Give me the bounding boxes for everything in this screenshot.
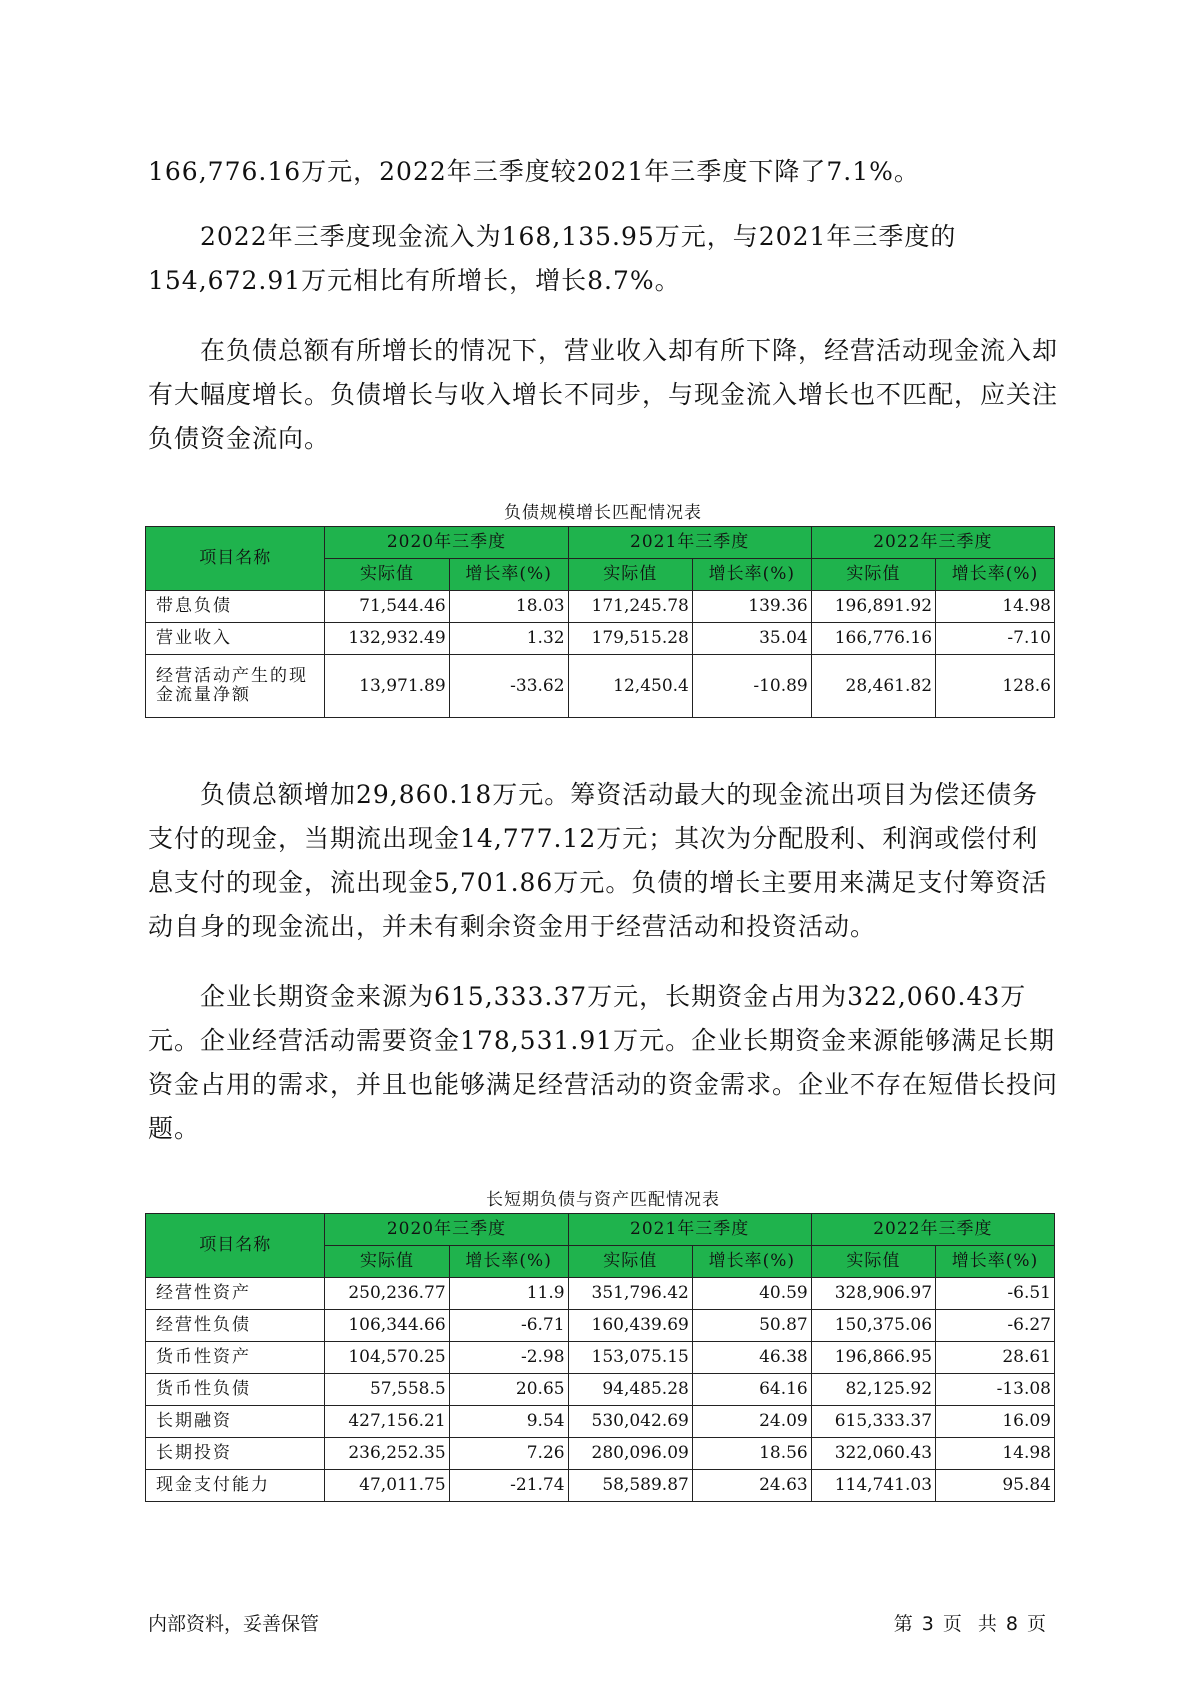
period-header: 2021年三季度 (568, 527, 811, 559)
paragraph-2: 2022年三季度现金流入为168,135.95万元，与2021年三季度的154,672.91万元相比有所增长，增长8.7%。 (148, 222, 957, 295)
growth-header: 增长率(%) (692, 1246, 811, 1278)
table-cell: 14.98 (936, 1438, 1055, 1470)
table-cell: 47,011.75 (325, 1470, 449, 1502)
table-cell: 57,558.5 (325, 1374, 449, 1406)
table1-header-row (146, 527, 1055, 559)
table-cell: 236,252.35 (325, 1438, 449, 1470)
footer-confidential-note: 内部资料，妥善保管 (148, 1613, 320, 1635)
row-label: 经营性负债 (146, 1310, 325, 1342)
table-cell: 351,796.42 (568, 1278, 692, 1310)
table-cell: 20.65 (449, 1374, 568, 1406)
actual-header: 实际值 (568, 559, 692, 591)
table-cell: 95.84 (936, 1470, 1055, 1502)
table-cell: 166,776.16 (811, 623, 935, 655)
table-cell: 28.61 (936, 1342, 1055, 1374)
table-cell: 24.09 (692, 1406, 811, 1438)
table-cell: 106,344.66 (325, 1310, 449, 1342)
table-cell: -13.08 (936, 1374, 1055, 1406)
total-unit: 页 (1026, 1613, 1047, 1635)
table-cell: 427,156.21 (325, 1406, 449, 1438)
row-label: 营业收入 (146, 623, 325, 655)
table-cell: 14.98 (936, 591, 1055, 623)
period-header: 2022年三季度 (811, 527, 1054, 559)
table-cell: -21.74 (449, 1470, 568, 1502)
page-prefix: 第 (893, 1613, 914, 1635)
table2-header-row (146, 1214, 1055, 1246)
table-cell: 82,125.92 (811, 1374, 935, 1406)
actual-header: 实际值 (325, 1246, 449, 1278)
paragraph-5: 企业长期资金来源为615,333.37万元，长期资金占用为322,060.43万元。企业经营活动需要资金178,531.91万元。企业长期资金来源能够满足长期资金占用的需求，并且也能够满足经营活动的资金需求。企业不存在短借长投问题。 (148, 982, 1059, 1143)
table-cell: 18.03 (449, 591, 568, 623)
growth-header: 增长率(%) (692, 559, 811, 591)
actual-header: 实际值 (811, 559, 935, 591)
table-cell: -10.89 (692, 655, 811, 718)
row-label: 经营活动产生的现金流量净额 (146, 655, 325, 718)
table-cell: -6.51 (936, 1278, 1055, 1310)
paragraph-1: 166,776.16万元，2022年三季度较2021年三季度下降了7.1%。 (148, 157, 920, 186)
table-row (146, 1470, 1055, 1502)
table-cell: 1.32 (449, 623, 568, 655)
actual-header: 实际值 (325, 559, 449, 591)
table-row (146, 1278, 1055, 1310)
debt-asset-match-table (145, 1213, 1055, 1502)
table-cell: 28,461.82 (811, 655, 935, 718)
table-cell: -6.71 (449, 1310, 568, 1342)
table-cell: 13,971.89 (325, 655, 449, 718)
period-header: 2021年三季度 (568, 1214, 811, 1246)
table-cell: -6.27 (936, 1310, 1055, 1342)
actual-header: 实际值 (811, 1246, 935, 1278)
total-prefix: 共 (977, 1613, 998, 1635)
table-cell: 250,236.77 (325, 1278, 449, 1310)
table-cell: 18.56 (692, 1438, 811, 1470)
table-cell: 280,096.09 (568, 1438, 692, 1470)
liability-growth-table (145, 526, 1055, 718)
table-cell: 71,544.46 (325, 591, 449, 623)
table-cell: 16.09 (936, 1406, 1055, 1438)
table-cell: 11.9 (449, 1278, 568, 1310)
table-cell: 128.6 (936, 655, 1055, 718)
period-header: 2020年三季度 (325, 1214, 568, 1246)
table-cell: 139.36 (692, 591, 811, 623)
table-cell: -2.98 (449, 1342, 568, 1374)
row-label: 货币性负债 (146, 1374, 325, 1406)
table-cell: 104,570.25 (325, 1342, 449, 1374)
growth-header: 增长率(%) (449, 559, 568, 591)
table-cell: 171,245.78 (568, 591, 692, 623)
page-unit: 页 (942, 1613, 963, 1635)
table2-caption: 长短期负债与资产匹配情况表 (486, 1190, 720, 1210)
table-cell: 40.59 (692, 1278, 811, 1310)
period-header: 2020年三季度 (325, 527, 568, 559)
table-cell: 24.63 (692, 1470, 811, 1502)
table-row (146, 623, 1055, 655)
table-cell: 114,741.03 (811, 1470, 935, 1502)
table-cell: 64.16 (692, 1374, 811, 1406)
table-cell: 58,589.87 (568, 1470, 692, 1502)
table-cell: 328,906.97 (811, 1278, 935, 1310)
growth-header: 增长率(%) (936, 1246, 1055, 1278)
table-cell: 160,439.69 (568, 1310, 692, 1342)
table-cell: 132,932.49 (325, 623, 449, 655)
table-cell: 50.87 (692, 1310, 811, 1342)
table-cell: 615,333.37 (811, 1406, 935, 1438)
table-cell: 12,450.4 (568, 655, 692, 718)
total-pages: 8 (1005, 1613, 1019, 1635)
item-name-header: 项目名称 (146, 1214, 325, 1278)
footer-page-number (890, 1609, 1051, 1636)
table-row (146, 1406, 1055, 1438)
table-cell: 9.54 (449, 1406, 568, 1438)
table-row (146, 1342, 1055, 1374)
actual-header: 实际值 (568, 1246, 692, 1278)
table-row (146, 655, 1055, 718)
table-row (146, 1374, 1055, 1406)
item-name-header: 项目名称 (146, 527, 325, 591)
paragraph-4: 负债总额增加29,860.18万元。筹资活动最大的现金流出项目为偿还债务支付的现金，当期流出现金14,777.12万元；其次为分配股利、利润或偿付利息支付的现金，流出现金5,701.86万元。负债的增长主要用来满足支付筹资活动自身的现金流出，并未有剩余资金用于经营活动和投资活动。 (148, 780, 1048, 941)
period-header: 2022年三季度 (811, 1214, 1054, 1246)
table-cell: -7.10 (936, 623, 1055, 655)
row-label: 长期投资 (146, 1438, 325, 1470)
table-cell: 196,866.95 (811, 1342, 935, 1374)
table-cell: 46.38 (692, 1342, 811, 1374)
table1-caption: 负债规模增长匹配情况表 (504, 503, 702, 523)
table-cell: 94,485.28 (568, 1374, 692, 1406)
growth-header: 增长率(%) (936, 559, 1055, 591)
row-label: 现金支付能力 (146, 1470, 325, 1502)
table-cell: 7.26 (449, 1438, 568, 1470)
paragraph-3: 在负债总额有所增长的情况下，营业收入却有所下降，经营活动现金流入却有大幅度增长。负债增长与收入增长不同步，与现金流入增长也不匹配，应关注负债资金流向。 (148, 336, 1059, 453)
table-cell: 179,515.28 (568, 623, 692, 655)
table-row (146, 591, 1055, 623)
table-row (146, 1310, 1055, 1342)
row-label: 货币性资产 (146, 1342, 325, 1374)
page-number: 3 (921, 1613, 935, 1635)
table-row (146, 1438, 1055, 1470)
row-label: 经营性资产 (146, 1278, 325, 1310)
table-cell: -33.62 (449, 655, 568, 718)
table-cell: 196,891.92 (811, 591, 935, 623)
table-cell: 153,075.15 (568, 1342, 692, 1374)
table-cell: 150,375.06 (811, 1310, 935, 1342)
row-label: 带息负债 (146, 591, 325, 623)
table-cell: 35.04 (692, 623, 811, 655)
table-cell: 322,060.43 (811, 1438, 935, 1470)
table-cell: 530,042.69 (568, 1406, 692, 1438)
growth-header: 增长率(%) (449, 1246, 568, 1278)
row-label: 长期融资 (146, 1406, 325, 1438)
